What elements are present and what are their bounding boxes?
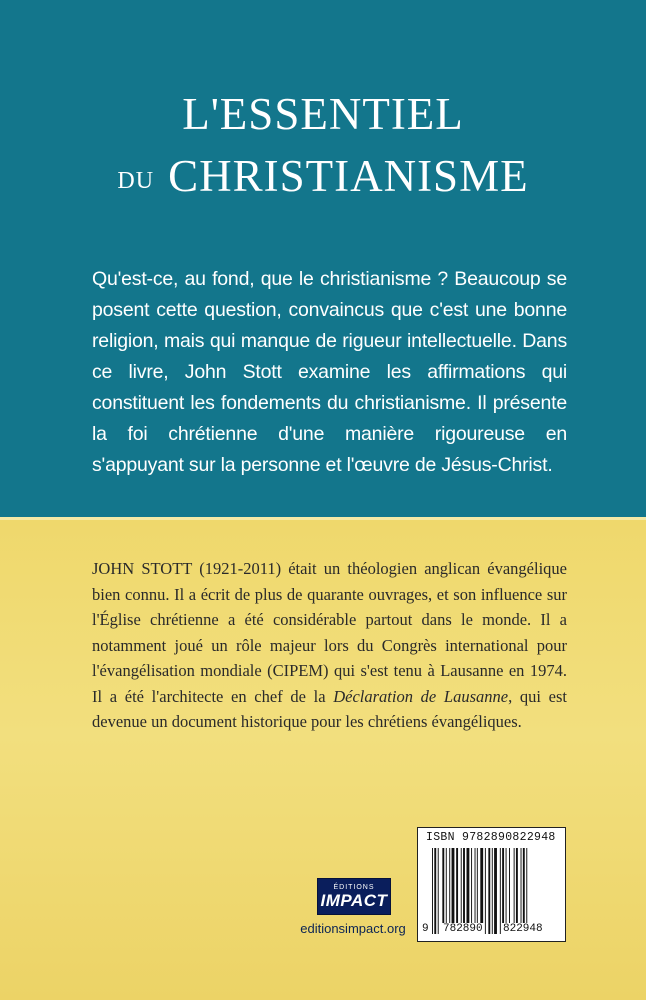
- isbn-digit-first: 9: [422, 923, 429, 935]
- barcode-bar: [434, 848, 436, 934]
- barcode-bar: [526, 848, 527, 934]
- back-cover-blurb: Qu'est-ce, au fond, que le christianisme ? Beaucoup se posent cette question, convaincus que c'est une bonne religion, mais qui manque de rigueur intellectuelle. Dans ce livre, John Stott examine les affirmations qui constituent les fondements du christianisme. Il présente la foi chrétienne d'une manière rigoureuse en s'appuyant sur la personne et l'œuvre de Jésus-Christ.: [92, 268, 567, 476]
- bio-text-1: JOHN STOTT (1921-2011) était un théologien anglican évangélique bien connu. Il a écrit de plus de quarante ouvrages, et son influence sur l'Église chrétienne a été considérable partout dans le monde. Il a notamment joué un rôle majeur lors du Congrès international pour l'évangélisation mondiale (CIPEM) qui s'est tenu à Lausanne en 1974. Il a été l'architecte en chef de la: [92, 559, 567, 706]
- barcode-bar: [452, 848, 455, 934]
- barcode-bar: [488, 848, 490, 934]
- bio-italic-title: Déclaration de Lausanne: [333, 686, 509, 706]
- barcode-bar: [509, 848, 510, 934]
- isbn-barcode: [417, 827, 566, 942]
- barcode-bar: [471, 848, 472, 934]
- publisher-logo: [317, 878, 391, 915]
- bio-text-2: , qui est devenue un document historique pour les chrétiens évangéliques.: [92, 686, 567, 731]
- barcode-bar: [449, 848, 450, 934]
- panel-divider: [0, 517, 646, 520]
- barcode-bar: [502, 848, 504, 934]
- barcode-bar: [485, 848, 486, 934]
- author-bio: [92, 556, 567, 735]
- title-du: DU: [117, 168, 155, 194]
- barcode-bar: [461, 848, 462, 934]
- barcode-bar: [523, 848, 525, 934]
- barcode-bar: [516, 848, 518, 934]
- barcode-bar: [480, 848, 483, 934]
- publisher-website: editionsimpact.org: [300, 921, 406, 936]
- barcode-bar: [446, 848, 447, 934]
- title-line-1: L'ESSENTIEL: [182, 89, 464, 139]
- isbn-digit-left: 782890: [443, 923, 483, 935]
- isbn-digit-right: 822948: [503, 923, 543, 935]
- isbn-label: ISBN 9782890822948: [426, 831, 556, 844]
- barcode-bar: [438, 848, 439, 934]
- barcode-bars-icon: [432, 848, 558, 934]
- barcode-bar: [494, 848, 497, 934]
- title-christianisme: CHRISTIANISME: [168, 151, 529, 201]
- barcode-bar: [477, 848, 478, 934]
- barcode-bar: [442, 848, 444, 934]
- barcode-bar: [492, 848, 493, 934]
- barcode-bar: [475, 848, 476, 934]
- logo-impact-text: IMPACT: [320, 891, 388, 910]
- barcode-bar: [463, 848, 465, 934]
- barcode-bar: [514, 848, 515, 934]
- logo-editions-text: ÉDITIONS: [333, 884, 375, 891]
- title-line-2: [0, 150, 646, 202]
- barcode-bar: [432, 848, 433, 934]
- barcode-bar: [521, 848, 522, 934]
- barcode-bar: [467, 848, 470, 934]
- barcode-bar: [506, 848, 507, 934]
- barcode-bar: [500, 848, 501, 934]
- barcode-bar: [456, 848, 458, 934]
